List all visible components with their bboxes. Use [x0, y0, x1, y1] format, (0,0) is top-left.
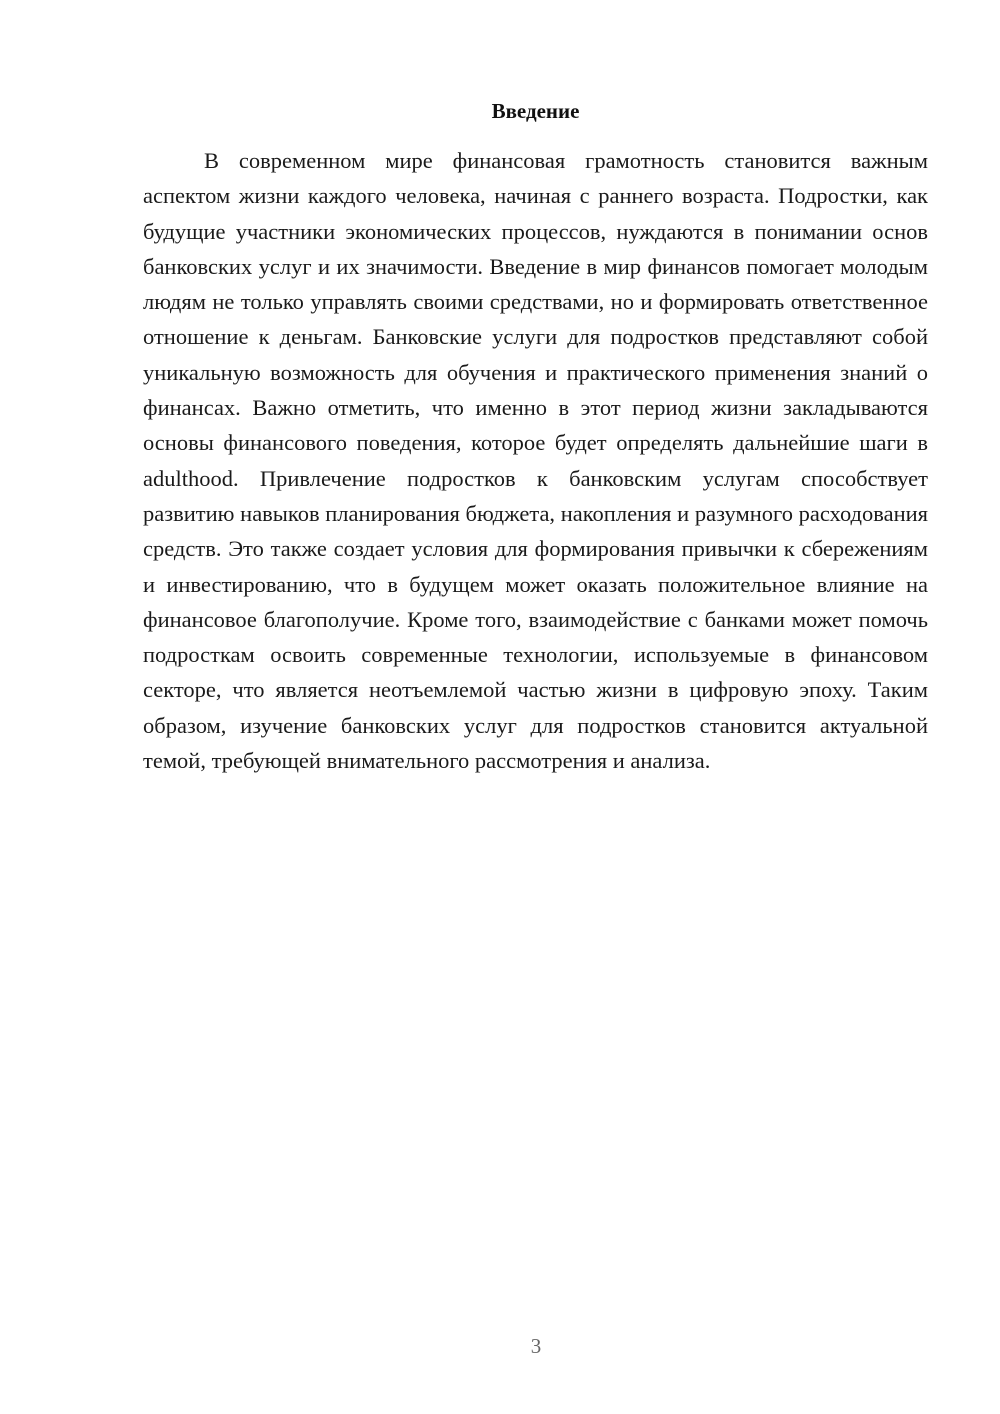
- page-number: 3: [530, 1334, 542, 1358]
- section-heading: Введение: [491, 99, 580, 123]
- body-paragraph: В современном мире финансовая грамотность становится важным аспектом жизни каждого человека, начиная с раннего возраста. Подростки, как будущие участники экономических процессов, нуждаются в понимании основ банковских услуг и их значимости. Введение в мир финансов помогает молодым людям не только управлять своими средствами, но и формировать ответственное отношение к деньгам. Банковские услуги для подростков представляют собой уникальную возможность для обучения и практического применения знаний о финансах. Важно отметить, что именно в этот период жизни закладываются основы финансового поведения, которое будет определять дальнейшие шаги в adulthood. Привлечение подростков к банковским услугам способствует развитию навыков планирования бюджета, накопления и разумного расходования средств. Это также создает условия для формирования привычки к сбережениям и инвестированию, что в будущем может оказать положительное влияние на финансовое благополучие. Кроме того, взаимодействие с банками может помочь подросткам освоить современные технологии, используемые в финансовом секторе, что является неотъемлемой частью жизни в цифровую эпоху. Таким образом, изучение банковских услуг для подростков становится актуальной темой, требующей внимательного рассмотрения и анализа.: [143, 148, 928, 774]
